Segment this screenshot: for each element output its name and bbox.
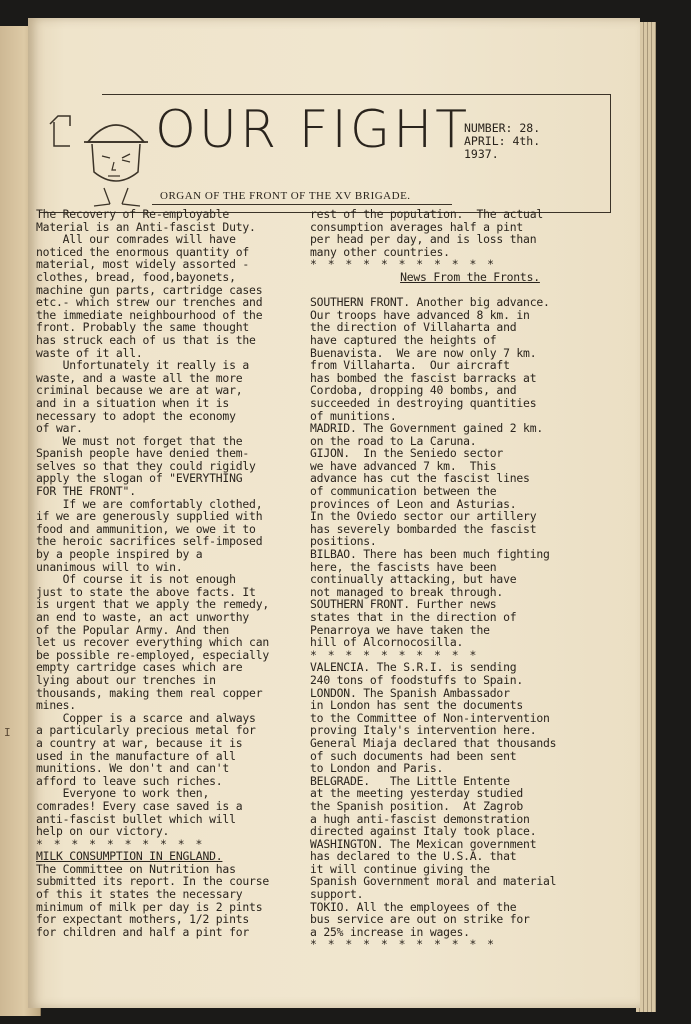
text-line: have captured the heights of: [310, 332, 497, 347]
text-line: SOUTHERN FRONT. Another big advance.: [310, 295, 550, 310]
text-line: consumption averages half a pint: [310, 219, 524, 234]
text-line: is urgent that we apply the remedy,: [36, 597, 270, 612]
text-line: just to state the above facts. It: [36, 584, 256, 599]
text-line: many other countries.: [310, 244, 450, 259]
issue-info: [464, 122, 540, 161]
text-line: The Committee on Nutrition has: [36, 861, 236, 876]
text-line: has severely bombarded the fascist: [310, 521, 537, 536]
text-line: of such documents had been sent: [310, 748, 517, 763]
text-line: if we are generously supplied with: [36, 509, 263, 524]
text-line: the Spanish position. At Zagrob: [310, 798, 524, 813]
text-line: help on our victory.: [36, 824, 170, 839]
text-line: Our troops have advanced 8 km. in: [310, 307, 530, 322]
text-line: let us recover everything which can: [36, 635, 270, 650]
text-line: directed against Italy took place.: [310, 824, 537, 839]
text-line: MADRID. The Government gained 2 km.: [310, 421, 544, 436]
text-line: TOKIO. All the employees of the: [310, 899, 517, 914]
text-line: 240 tons of foodstuffs to Spain.: [310, 672, 524, 687]
text-line: not managed to break through.: [310, 584, 504, 599]
article-heading: MILK CONSUMPTION IN ENGLAND.: [36, 849, 223, 864]
text-line: it will continue giving the: [310, 861, 490, 876]
text-line: from Villaharta. Our aircraft: [310, 358, 510, 373]
text-line: per head per day, and is loss than: [310, 232, 537, 247]
text-line: WASHINGTON. The Mexican government: [310, 836, 537, 851]
text-line: Penarroya we have taken the: [310, 622, 490, 637]
text-line: Buenavista. We are now only 7 km.: [310, 345, 537, 360]
text-line: The Recovery of Re-employable: [36, 207, 230, 221]
text-line: be possible re-employed, especially: [36, 647, 270, 662]
text-line: necessary to adopt the economy: [36, 408, 236, 423]
text-line: bus service are out on strike for: [310, 912, 530, 927]
text-line: of the Popular Army. And then: [36, 622, 230, 637]
text-line: minimum of milk per day is 2 pints: [36, 899, 263, 914]
text-line: Unfortunately it really is a: [36, 358, 250, 373]
text-line: FOR THE FRONT".: [36, 484, 136, 499]
text-line: has bombed the fascist barracks at: [310, 370, 537, 385]
text-line: BELGRADE. The Little Entente: [310, 773, 510, 788]
text-line: lying about our trenches in: [36, 672, 216, 687]
text-line: to London and Paris.: [310, 761, 444, 776]
text-line: here, the fascists have been: [310, 559, 497, 574]
text-line: succeeded in destroying quantities: [310, 395, 537, 410]
text-line: used in the manufacture of all: [36, 748, 236, 763]
text-line: waste of it all.: [36, 345, 143, 360]
text-line: General Miaja declared that thousands: [310, 735, 557, 750]
left-column: [36, 208, 306, 938]
text-line: the immediate neighbourhood of the: [36, 307, 263, 322]
text-line: Cordoba, dropping 40 bombs, and: [310, 383, 517, 398]
text-line: support.: [310, 887, 364, 902]
text-line: at the meeting yesterday studied: [310, 786, 524, 801]
text-line: selves so that they could rigidly: [36, 458, 256, 473]
newsletter-title: OUR FIGHT: [155, 100, 471, 160]
text-line: SOUTHERN FRONT. Further news: [310, 597, 497, 612]
text-line: of war.: [36, 421, 83, 436]
text-line: a 25% increase in wages.: [310, 924, 470, 939]
text-line: we have advanced 7 km. This: [310, 458, 497, 473]
text-line: on the road to La Caruna.: [310, 433, 477, 448]
text-line: continually attacking, but have: [310, 572, 517, 587]
text-line: by a people inspired by a: [36, 547, 203, 562]
text-line: positions.: [310, 534, 377, 549]
section-heading: News From the Fronts.: [400, 269, 540, 284]
text-line: empty cartridge cases which are: [36, 660, 243, 675]
star-divider: * * * * * * * * * *: [310, 647, 479, 662]
subtitle-rule: [152, 204, 452, 205]
text-line: noticed the enormous quantity of: [36, 244, 250, 259]
star-divider: * * * * * * * * * * *: [310, 937, 497, 952]
text-line: anti-fascist bullet which will: [36, 811, 236, 826]
text-line: machine gun parts, cartridge cases: [36, 282, 263, 297]
text-line: thousands, making them real copper: [36, 685, 263, 700]
text-line: for children and half a pint for: [36, 924, 250, 939]
text-line: states that in the direction of: [310, 610, 517, 624]
text-line: If we are comfortably clothed,: [36, 496, 263, 511]
text-line: In the Oviedo sector our artillery: [310, 509, 537, 524]
text-line: Material is an Anti-fascist Duty.: [36, 219, 256, 234]
text-line: GIJON. In the Seniedo sector: [310, 446, 504, 461]
text-line: a country at war, because it is: [36, 735, 243, 750]
text-line: We must not forget that the: [36, 433, 243, 448]
text-line: Copper is a scarce and always: [36, 710, 256, 725]
text-line: an end to waste, an act unworthy: [36, 610, 250, 624]
masthead: [40, 94, 611, 213]
text-line: unanimous will to win.: [36, 559, 183, 574]
text-line: Spanish Government moral and material: [310, 874, 557, 889]
text-line: of this it states the necessary: [36, 887, 243, 902]
text-line: etc.- which strew our trenches and: [36, 295, 263, 310]
text-line: VALENCIA. The S.R.I. is sending: [310, 660, 517, 675]
text-line: proving Italy's intervention here.: [310, 723, 537, 738]
text-line: clothes, bread, food,bayonets,: [36, 269, 236, 284]
text-line: advance has cut the fascist lines: [310, 471, 530, 486]
text-line: LONDON. The Spanish Ambassador: [310, 685, 510, 700]
text-line: comrades! Every case saved is a: [36, 798, 243, 813]
text-line: Of course it is not enough: [36, 572, 236, 587]
text-line: waste, and a waste all the more: [36, 370, 243, 385]
text-line: a particularly precious metal for: [36, 723, 256, 738]
star-divider: * * * * * * * * * *: [36, 836, 205, 851]
text-line: mines.: [36, 698, 76, 713]
text-line: BILBAO. There has been much fighting: [310, 547, 550, 562]
text-line: of munitions.: [310, 408, 397, 423]
masthead-rule: [102, 94, 610, 95]
text-line: the heroic sacrifices self-imposed: [36, 534, 263, 549]
text-line: Spanish people have denied them-: [36, 446, 250, 461]
text-line: hill of Alcornocosilla.: [310, 635, 464, 650]
issue-number: NUMBER: 28.: [464, 121, 541, 135]
newsletter-page: [28, 18, 640, 1008]
text-line: material, most widely assorted -: [36, 257, 250, 272]
text-line: provinces of Leon and Asturias.: [310, 496, 517, 511]
text-line: has declared to the U.S.A. that: [310, 849, 517, 864]
margin-mark: I: [4, 726, 11, 739]
text-line: food and ammunition, we owe it to: [36, 521, 256, 536]
text-line: munitions. We don't and can't: [36, 761, 230, 776]
text-line: and in a situation when it is: [36, 395, 230, 410]
text-line: All our comrades will have: [36, 232, 236, 247]
right-column: [310, 208, 630, 951]
text-line: submitted its report. In the course: [36, 874, 270, 889]
issue-year: 1937.: [464, 147, 499, 161]
text-line: Everyone to work then,: [36, 786, 210, 801]
text-line: of communication between the: [310, 484, 497, 499]
issue-date: APRIL: 4th.: [464, 134, 541, 148]
text-line: the direction of Villaharta and: [310, 320, 517, 335]
text-line: for expectant mothers, 1/2 pints: [36, 912, 250, 927]
text-line: apply the slogan of "EVERYTHING: [36, 471, 243, 486]
star-divider: * * * * * * * * * * *: [310, 257, 497, 272]
text-line: rest of the population. The actual: [310, 207, 544, 221]
text-line: front. Probably the same thought: [36, 320, 250, 335]
text-line: in London has sent the documents: [310, 698, 524, 713]
text-line: has struck each of us that is the: [36, 332, 256, 347]
newsletter-subtitle: ORGAN OF THE FRONT OF THE XV BRIGADE.: [160, 190, 411, 202]
text-line: afford to leave such riches.: [36, 773, 223, 788]
text-line: to the Committee of Non-intervention: [310, 710, 550, 725]
text-line: criminal because we are at war,: [36, 383, 243, 398]
text-line: a hugh anti-fascist demonstration: [310, 811, 530, 826]
